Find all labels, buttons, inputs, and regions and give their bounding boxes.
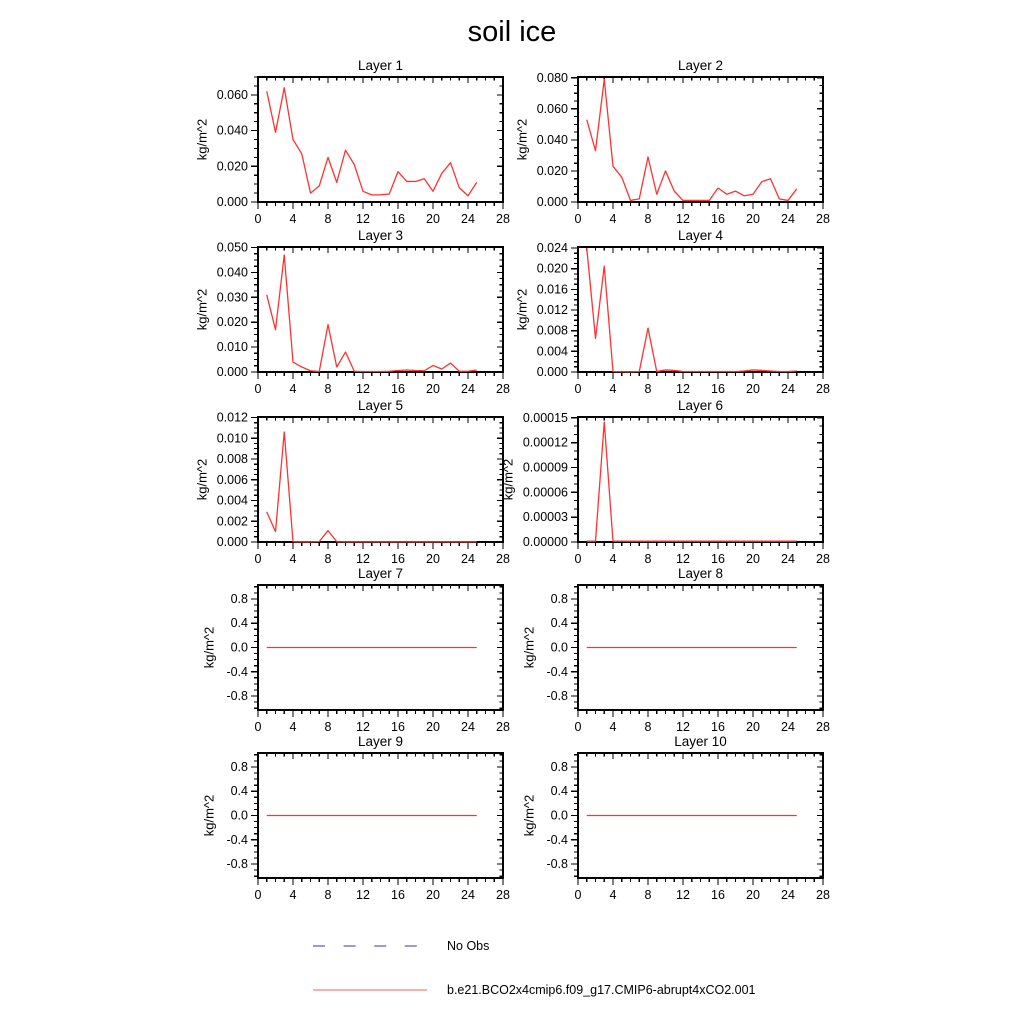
x-tick-label: 24 (461, 720, 475, 734)
x-tick-label: 8 (324, 888, 332, 902)
x-tick-label: 24 (781, 720, 795, 734)
x-tick-label: 0 (254, 888, 262, 902)
x-tick-label: 4 (289, 382, 297, 396)
x-tick-label: 20 (426, 720, 440, 734)
x-tick-label: 8 (644, 888, 652, 902)
subplot-title: Layer 2 (677, 58, 724, 73)
x-tick-label: 16 (391, 212, 405, 226)
x-tick-label: 4 (609, 382, 617, 396)
x-tick-label: 28 (816, 888, 830, 902)
x-tick-label: 0 (574, 382, 582, 396)
y-axis-label: kg/m^2 (201, 626, 217, 669)
y-tick-label: 0.050 (216, 240, 248, 255)
y-tick-label: 0.4 (230, 616, 248, 631)
subplot-layer-10 (493, 728, 857, 928)
x-tick-label: 12 (356, 552, 370, 566)
axes-frame (578, 77, 823, 202)
y-tick-label: 0.008 (216, 452, 248, 467)
y-tick-label: 0.8 (230, 759, 248, 774)
y-tick-label: 0.8 (550, 759, 568, 774)
x-tick-label: 20 (746, 382, 760, 396)
x-tick-label: 20 (426, 552, 440, 566)
y-tick-label: 0.0 (230, 640, 248, 655)
data-line (267, 255, 477, 372)
subplot-title: Layer 8 (677, 566, 724, 581)
y-tick-label: 0.00000 (522, 535, 568, 549)
y-tick-label: 0.002 (216, 514, 248, 529)
y-tick-label: 0.012 (216, 410, 248, 425)
x-tick-label: 16 (391, 720, 405, 734)
y-tick-label: 0.00003 (522, 510, 568, 525)
y-tick-label: -0.4 (546, 664, 568, 679)
y-tick-label: 0.040 (536, 132, 568, 147)
legend-row-case (313, 982, 756, 998)
y-tick-label: 0.4 (550, 616, 568, 631)
y-tick-label: 0.004 (216, 493, 248, 508)
x-tick-label: 16 (711, 888, 725, 902)
y-axis-label: kg/m^2 (514, 288, 530, 331)
x-tick-label: 0 (574, 888, 582, 902)
x-tick-label: 12 (356, 382, 370, 396)
subplot-title: Layer 6 (677, 398, 724, 413)
subplot-title: Layer 4 (677, 228, 724, 243)
x-tick-label: 4 (609, 888, 617, 902)
data-line (587, 248, 797, 372)
x-tick-label: 0 (254, 212, 262, 226)
x-tick-label: 8 (644, 212, 652, 226)
x-tick-label: 4 (609, 720, 617, 734)
axes-frame (258, 417, 503, 542)
data-line (267, 432, 477, 542)
y-tick-label: 0.8 (230, 591, 248, 606)
y-tick-label: 0.040 (216, 123, 248, 138)
x-tick-label: 0 (574, 720, 582, 734)
subplot-title: Layer 9 (357, 734, 404, 749)
subplot-title: Layer 10 (674, 734, 727, 749)
x-tick-label: 28 (816, 552, 830, 566)
x-tick-label: 20 (746, 720, 760, 734)
axes-frame (258, 77, 503, 202)
y-axis-label: kg/m^2 (201, 794, 217, 837)
x-tick-label: 28 (496, 720, 510, 734)
x-tick-label: 28 (816, 720, 830, 734)
x-tick-label: 16 (391, 888, 405, 902)
y-tick-label: 0.00015 (522, 410, 568, 425)
x-tick-label: 20 (426, 382, 440, 396)
data-line (587, 79, 797, 200)
x-tick-label: 4 (289, 720, 297, 734)
y-tick-label: 0.0 (550, 808, 568, 823)
x-tick-label: 20 (746, 552, 760, 566)
y-axis-label: kg/m^2 (194, 118, 210, 161)
y-axis-label: kg/m^2 (194, 288, 210, 331)
x-tick-label: 16 (711, 720, 725, 734)
x-tick-label: 8 (324, 382, 332, 396)
x-tick-label: 16 (391, 382, 405, 396)
x-tick-label: 24 (781, 382, 795, 396)
y-tick-label: 0.060 (216, 87, 248, 102)
y-axis-label: kg/m^2 (521, 794, 537, 837)
y-tick-label: 0.030 (216, 290, 248, 305)
axes-frame (578, 417, 823, 542)
x-tick-label: 28 (496, 382, 510, 396)
x-tick-label: 24 (781, 212, 795, 226)
y-axis-label: kg/m^2 (521, 626, 537, 669)
x-tick-label: 20 (426, 212, 440, 226)
y-tick-label: -0.8 (226, 689, 248, 704)
y-tick-label: -0.4 (226, 664, 248, 679)
x-tick-label: 8 (324, 720, 332, 734)
y-tick-label: -0.4 (546, 832, 568, 847)
y-tick-label: 0.0 (550, 640, 568, 655)
x-tick-label: 0 (254, 720, 262, 734)
y-tick-label: 0.4 (230, 784, 248, 799)
y-tick-label: 0.020 (536, 163, 568, 178)
y-tick-label: 0.060 (536, 101, 568, 116)
x-tick-label: 16 (711, 552, 725, 566)
x-tick-label: 8 (324, 212, 332, 226)
y-tick-label: 0.004 (536, 344, 568, 359)
x-tick-label: 12 (356, 888, 370, 902)
x-tick-label: 24 (781, 888, 795, 902)
y-tick-label: 0.080 (536, 70, 568, 85)
x-tick-label: 24 (461, 552, 475, 566)
data-line (587, 422, 797, 541)
x-tick-label: 28 (816, 382, 830, 396)
x-tick-label: 0 (574, 212, 582, 226)
x-tick-label: 24 (781, 552, 795, 566)
x-tick-label: 28 (816, 212, 830, 226)
y-axis-label: kg/m^2 (514, 118, 530, 161)
y-tick-label: 0.0 (230, 808, 248, 823)
y-axis-label: kg/m^2 (500, 458, 516, 501)
x-tick-label: 24 (461, 888, 475, 902)
x-tick-label: 12 (676, 212, 690, 226)
x-tick-label: 12 (356, 212, 370, 226)
x-tick-label: 24 (461, 212, 475, 226)
plot-area (173, 728, 537, 928)
y-axis-label: kg/m^2 (194, 458, 210, 501)
y-tick-label: -0.4 (226, 832, 248, 847)
y-tick-label: 0.010 (216, 431, 248, 446)
y-tick-label: 0.000 (216, 365, 248, 379)
subplot-title: Layer 3 (357, 228, 404, 243)
x-tick-label: 28 (496, 552, 510, 566)
y-tick-label: 0.020 (536, 261, 568, 276)
y-tick-label: -0.8 (546, 689, 568, 704)
x-tick-label: 4 (289, 888, 297, 902)
y-tick-label: 0.000 (536, 195, 568, 209)
y-tick-label: 0.00006 (522, 485, 568, 500)
y-tick-label: 0.00012 (522, 435, 568, 450)
x-tick-label: 0 (574, 552, 582, 566)
x-tick-label: 28 (496, 888, 510, 902)
y-tick-label: 0.00009 (522, 460, 568, 475)
x-tick-label: 12 (676, 552, 690, 566)
x-tick-label: 0 (254, 382, 262, 396)
x-tick-label: 12 (676, 888, 690, 902)
x-tick-label: 28 (496, 212, 510, 226)
x-tick-label: 16 (391, 552, 405, 566)
x-tick-label: 8 (644, 552, 652, 566)
y-tick-label: 0.024 (536, 241, 568, 256)
x-tick-label: 12 (676, 720, 690, 734)
x-tick-label: 8 (644, 720, 652, 734)
legend-label-case: b.e21.BCO2x4cmip6.f09_g17.CMIP6-abrupt4xCO2.001 (447, 983, 756, 997)
subplot-title: Layer 5 (357, 398, 404, 413)
y-tick-label: 0.000 (536, 365, 568, 379)
x-tick-label: 12 (676, 382, 690, 396)
figure-title: soil ice (467, 16, 557, 48)
x-tick-label: 4 (289, 212, 297, 226)
no-obs-dashed-line-swatch (313, 943, 433, 949)
x-tick-label: 8 (644, 382, 652, 396)
y-tick-label: 0.010 (216, 340, 248, 355)
x-tick-label: 20 (746, 888, 760, 902)
y-tick-label: 0.016 (536, 282, 568, 297)
subplot-title: Layer 1 (357, 58, 404, 73)
axes-frame (258, 247, 503, 372)
data-line (267, 88, 477, 196)
y-tick-label: -0.8 (226, 857, 248, 872)
y-tick-label: 0.020 (216, 159, 248, 174)
y-tick-label: 0.012 (536, 303, 568, 318)
x-tick-label: 20 (426, 888, 440, 902)
x-tick-label: 24 (461, 382, 475, 396)
x-tick-label: 8 (324, 552, 332, 566)
x-tick-label: 4 (609, 552, 617, 566)
x-tick-label: 20 (746, 212, 760, 226)
legend-label-no-obs: No Obs (447, 939, 490, 953)
x-tick-label: 4 (609, 212, 617, 226)
legend-row-no-obs (313, 938, 756, 954)
axes-frame (578, 247, 823, 372)
y-tick-label: 0.006 (216, 472, 248, 487)
x-tick-label: 16 (711, 382, 725, 396)
y-tick-label: -0.8 (546, 857, 568, 872)
y-tick-label: 0.000 (216, 535, 248, 549)
plot-area (493, 728, 857, 928)
x-tick-label: 16 (711, 212, 725, 226)
legend (313, 938, 756, 998)
subplot-title: Layer 7 (357, 566, 404, 581)
y-tick-label: 0.000 (216, 195, 248, 209)
y-tick-label: 0.8 (550, 591, 568, 606)
y-tick-label: 0.040 (216, 265, 248, 280)
x-tick-label: 12 (356, 720, 370, 734)
y-tick-label: 0.4 (550, 784, 568, 799)
x-tick-label: 4 (289, 552, 297, 566)
y-tick-label: 0.008 (536, 323, 568, 338)
subplot-layer-9 (173, 728, 537, 928)
x-tick-label: 0 (254, 552, 262, 566)
case-solid-line-swatch (313, 987, 433, 993)
y-tick-label: 0.020 (216, 315, 248, 330)
